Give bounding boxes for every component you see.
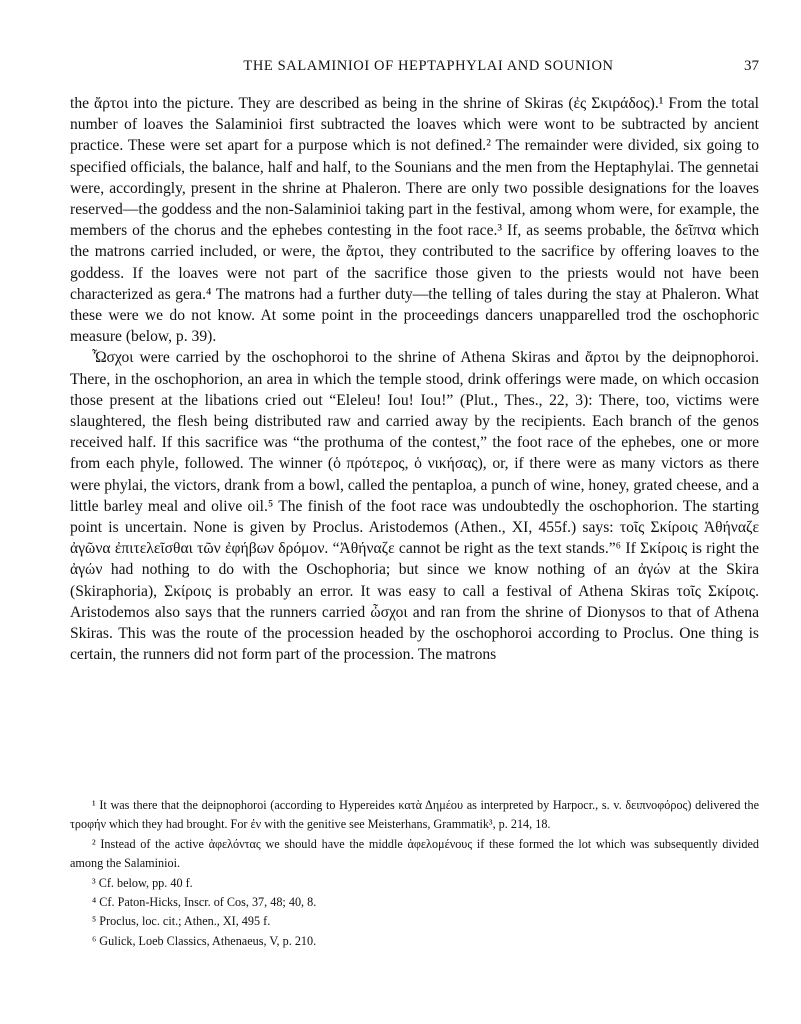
body-text <box>70 93 759 665</box>
footnote-3: ³ Cf. below, pp. 40 f. <box>92 875 193 890</box>
footnote-6: ⁶ Gulick, Loeb Classics, Athenaeus, V, p. 210. <box>92 933 317 948</box>
running-title: THE SALAMINIOI OF HEPTAPHYLAI AND SOUNION <box>243 58 614 74</box>
footnote-2: ² Instead of the active ἀφελόντας we should have the middle ἀφελομένους if these formed the lot which was subsequently divided among the Salaminioi. <box>70 836 759 871</box>
paragraph-2: Ὦσχοι were carried by the oschophoroi to the shrine of Athena Skiras and ἄρτοι by the deipnophoroi. There, in the oschophorion, an area in which the temple stood, drink offerings were made, on which occasion those present at the libations cried out “Eleleu! Iou! Iou!” (Plut., Thes., 22, 3): There, too, victims were slaughtered, the flesh being distributed raw and carried away by the recipients. Each branch of the genos received half. If this sacrifice was “the prothuma of the contest,” the foot race of the ephebes, one or more from each phyle, followed. The winner (ὁ πρότερος, ὁ νικήσας), or, if there were as many victors as there were phylai, the victors, drank from a bowl, called the pentaploa, a punch of wine, honey, grated cheese, and a little barley meal and olive oil.⁵ The finish of the foot race was undoubtedly the oschophorion. The starting point is uncertain. None is given by Proclus. Aristodemos (Athen., XI, 455f.) says: τοῖς Σκίροις Ἀθήναζε ἀγῶνα ἐπιτελεῖσθαι τῶν ἐφήβων δρόμον. “Ἀθήναζε cannot be right as the text stands.”⁶ If Σκίροις is right the ἀγών had nothing to do with the Oschophoria; but since we know nothing of an ἀγών at the Skira (Skiraphoria), Σκίροις is probably an error. It was easy to call a festival of Athena Skiras τοῖς Σκίροις. Aristodemos also says that the runners carried ὦσχοι and ran from the shrine of Dionysos to that of Athena Skiras. This was the route of the procession headed by the oschophoroi according to Proclus. One thing is certain, the runners did not form part of the procession. The matrons <box>70 349 759 664</box>
running-head <box>70 58 759 80</box>
footnote-1: ¹ It was there that the deipnophoroi (according to Hypereides κατὰ Δημέου as interpreted by Harpocr., s. v. δειπνοφόρος) delivered the τροφήν which they had brought. For ἐν with the genitive see Meisterhans, Grammatik³, p. 214, 18. <box>70 798 759 832</box>
paragraph-1: the ἄρτοι into the picture. They are described as being in the shrine of Skiras (ἐς Σκιράδος).¹ From the total number of loaves the Salaminioi first subtracted the loaves which were wont to be subtracted by ancient practice. These were set apart for a purpose which is not defined.² The remainder were divided, six going to specified officials, the balance, half and half, to the Sounians and the men from the Heptaphylai. The gennetai were, accordingly, present in the shrine at Phaleron. There are only two possible designations for the loaves reserved—the goddess and the non-Salaminioi taking part in the festival, among whom were, for example, the members of the chorus and the ephebes contesting in the foot race.³ If, as seems probable, the δεῖπνα which the matrons carried included, or were, the ἄρτοι, they contributed to the sacrifice by offering loaves to the goddess. If the loaves were not part of the sacrifice those given to the priests would not have been characterized as gera.⁴ The matrons had a further duty—the telling of tales during the stay at Phaleron. What these were we do not know. At some point in the proceedings dancers unapparelled trod the oschophoric measure (below, p. 39). <box>70 95 759 346</box>
footnote-4: ⁴ Cf. Paton-Hicks, Inscr. of Cos, 37, 48; 40, 8. <box>92 895 317 910</box>
page-number: 37 <box>744 58 759 74</box>
footnotes <box>70 796 759 951</box>
footnote-5: ⁵ Proclus, loc. cit.; Athen., XI, 495 f. <box>92 914 271 929</box>
